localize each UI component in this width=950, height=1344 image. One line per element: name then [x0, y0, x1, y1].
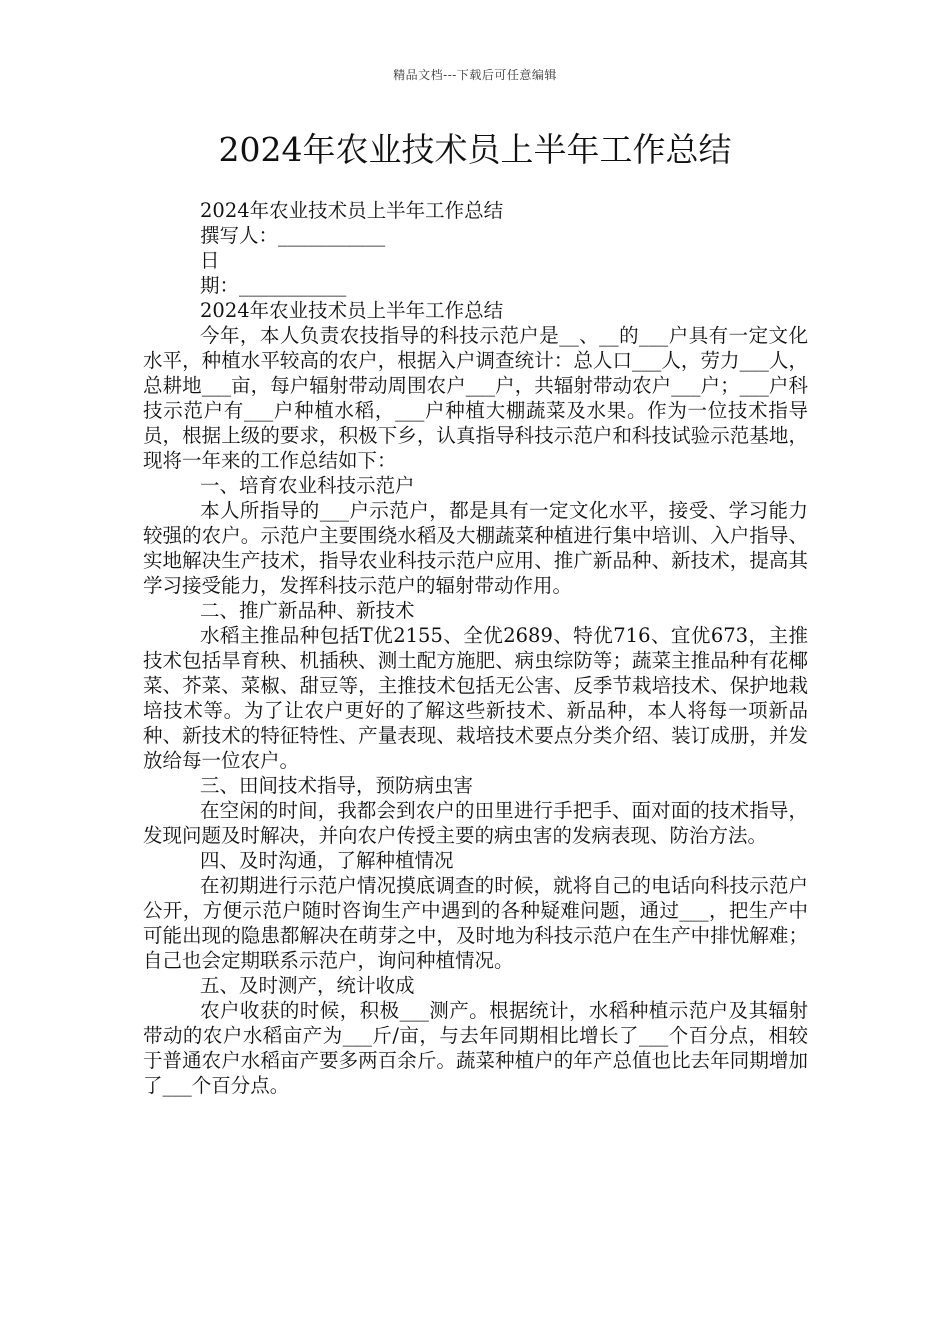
document-subtitle: 2024年农业技术员上半年工作总结 [200, 199, 504, 222]
section-paragraph-3: 在空闲的时间，我都会到农户的田里进行手把手、面对面的技术指导，发现问题及时解决，并向农户传授主要的病虫害的发病表现、防治方法。 [143, 799, 808, 847]
repeat-title: 2024年农业技术员上半年工作总结 [200, 299, 504, 322]
author-field: 撰写人：___________ [200, 224, 386, 247]
section-paragraph-5: 农户收获的时候，积极___测产。根据统计，水稻种植示范户及其辐射带动的农户水稻亩产为___斤/亩，与去年同期相比增长了___个百分点，相较于普通农户水稻亩产要多两百余斤。蔬菜种植户的年产总值也比去年同期增加了___个百分点。 [143, 999, 808, 1097]
section-heading-1: 一、培育农业科技示范户 [200, 474, 415, 497]
section-paragraph-4: 在初期进行示范户情况摸底调查的时候，就将自己的电话向科技示范户公开，方便示范户随时咨询生产中遇到的各种疑难问题，通过___，把生产中可能出现的隐患都解决在萌芽之中，及时地为科技示范户在生产中排忧解难；自己也会定期联系示范户，询问种植情况。 [143, 874, 808, 972]
section-heading-3: 三、田间技术指导，预防病虫害 [200, 774, 474, 797]
section-heading-2: 二、推广新品种、新技术 [200, 599, 415, 622]
date-field-line-1: 日 [200, 249, 220, 272]
document-title: 2024年农业技术员上半年工作总结 [218, 130, 732, 169]
header-note: 精品文档---下载后可任意编辑 [393, 68, 557, 82]
section-paragraph-1: 本人所指导的___户示范户，都是具有一定文化水平，接受、学习能力较强的农户。示范户主要围绕水稻及大棚蔬菜种植进行集中培训、入户指导、实地解决生产技术，指导农业科技示范户应用、推广新品种、新技术，提高其学习接受能力，发挥科技示范户的辐射带动作用。 [143, 499, 808, 597]
date-field-line-2: 期：___________ [200, 274, 347, 297]
section-heading-5: 五、及时测产，统计收成 [200, 974, 415, 997]
document-body [143, 198, 808, 1098]
section-paragraph-2: 水稻主推品种包括T优2155、全优2689、特优716、宜优673，主推技术包括旱育秧、机插秧、测土配方施肥、病虫综防等；蔬菜主推品种有花椰菜、芥菜、菜椒、甜豆等，主推技术包括无公害、反季节栽培技术、保护地栽培技术等。为了让农户更好的了解这些新技术、新品种，本人将每一项新品种、新技术的特征特性、产量表现、栽培技术要点分类介绍、装订成册，并发放给每一位农户。 [143, 624, 808, 772]
section-heading-4: 四、及时沟通，了解种植情况 [200, 849, 454, 872]
intro-paragraph: 今年，本人负责农技指导的科技示范户是__、__的___户具有一定文化水平，种植水平较高的农户，根据入户调查统计：总人口___人，劳力___人，总耕地___亩，每户辐射带动周围农户___户，共辐射带动农户___户；___户科技示范户有___户种植水稻，___户种植大棚蔬菜及水果。作为一位技术指导员，根据上级的要求，积极下乡，认真指导科技示范户和科技试验示范基地，现将一年来的工作总结如下： [143, 324, 808, 472]
